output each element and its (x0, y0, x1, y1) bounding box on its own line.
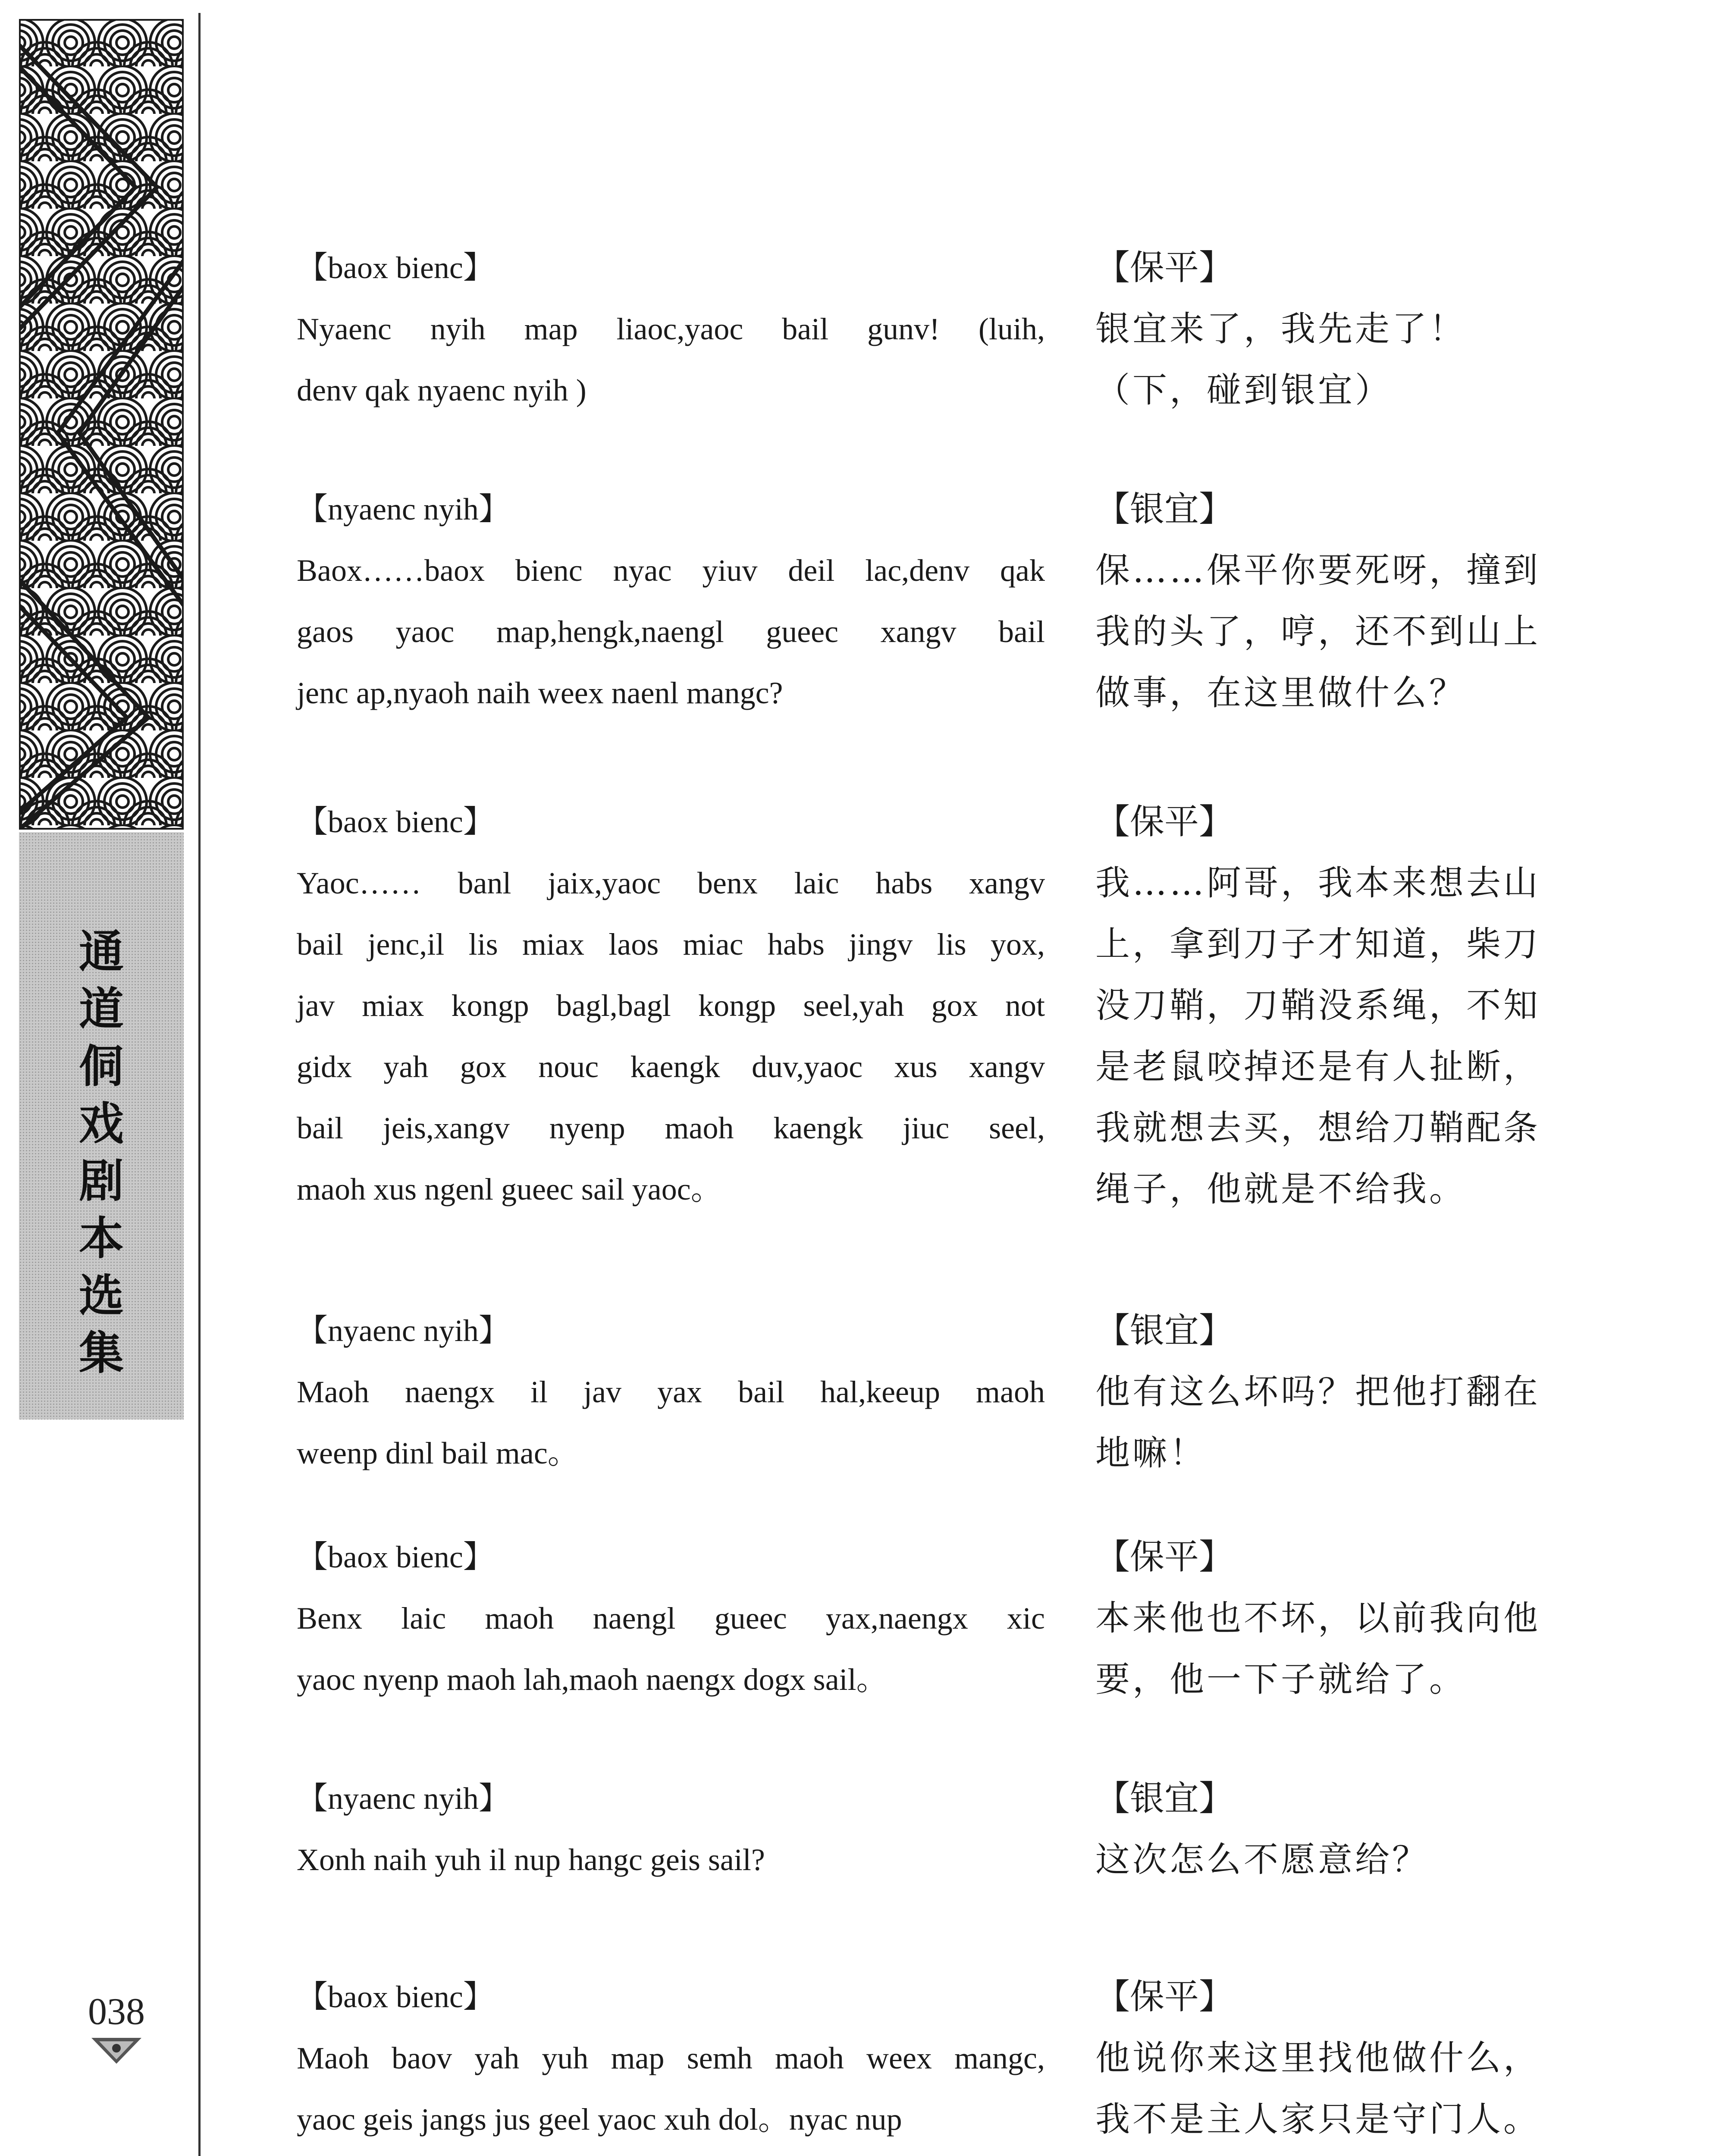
book-title-char: 戏 (78, 1097, 124, 1150)
book-title-char: 选 (78, 1269, 124, 1322)
margin-rule (198, 13, 201, 2156)
dong-line: Baox……baox bienc nyac yiuv deil lac,denv qak (297, 553, 1045, 588)
speaker-dong: 【nyaenc nyih】 (297, 1781, 510, 1816)
speaker-dong: 【baox bienc】 (297, 1540, 494, 1574)
dong-line: Maoh naengx il jav yax bail hal,keeup maoh (297, 1375, 1045, 1409)
book-title-char: 侗 (78, 1040, 124, 1093)
dong-text (297, 237, 1045, 421)
chinese-line: 没刀鞘，刀鞘没系绳，不知 (1095, 985, 1540, 1025)
dong-line: jav miax kongp bagl,bagl kongp seel,yah gox not (297, 988, 1045, 1023)
chinese-line: 银宜来了，我先走了！ (1095, 309, 1466, 349)
book-title-band (19, 832, 184, 1420)
dong-line: Maoh baov yah yuh map semh maoh weex mangc, (297, 2041, 1045, 2075)
book-title-char: 本 (78, 1212, 124, 1265)
speaker-dong: 【baox bienc】 (297, 251, 494, 285)
dong-line: jenc ap,nyaoh naih weex naenl mangc? (297, 676, 783, 710)
dong-line: denv qak nyaenc nyih ) (297, 373, 586, 407)
chinese-line: 我不是主人家只是守门人。 (1095, 2099, 1540, 2139)
chinese-text (1095, 1526, 1561, 1710)
dong-text (297, 1300, 1045, 1484)
dong-text (297, 1966, 1045, 2150)
chinese-line: 我的头了，哼，还不到山上 (1095, 611, 1540, 652)
chinese-line: 是老鼠咬掉还是有人扯断， (1095, 1047, 1540, 1087)
chinese-text (1095, 1300, 1561, 1484)
dong-line: yaoc geis jangs jus geel yaoc xuh dol。nyac nup (297, 2102, 902, 2137)
chinese-line: 绳子，他就是不给我。 (1095, 1169, 1466, 1209)
chinese-line: 地嘛！ (1095, 1433, 1207, 1473)
speaker-chinese: 【保平】 (1095, 802, 1233, 842)
dong-line: Benx laic maoh naengl gueec yax,naengx xic (297, 1601, 1045, 1636)
chinese-text (1095, 1768, 1561, 1890)
chinese-line: （下，碰到银宜） (1095, 370, 1392, 410)
speaker-dong: 【baox bienc】 (297, 1980, 494, 2014)
chinese-line: 保……保平你要死呀，撞到 (1095, 550, 1540, 590)
speaker-dong: 【baox bienc】 (297, 805, 494, 839)
chinese-line: 我……阿哥，我本来想去山 (1095, 863, 1540, 903)
speaker-dong: 【nyaenc nyih】 (297, 492, 510, 526)
dong-line: gidx yah gox nouc kaengk duv,yaoc xus xangv (297, 1050, 1045, 1084)
chinese-line: 上，拿到刀子才知道，柴刀 (1095, 924, 1540, 964)
dong-text (297, 791, 1045, 1220)
speaker-chinese: 【银宜】 (1095, 1778, 1233, 1818)
dong-line: Yaoc…… banl jaix,yaoc benx laic habs xangv (297, 866, 1045, 900)
speaker-chinese: 【银宜】 (1095, 1310, 1233, 1351)
ornament-icon (91, 2035, 142, 2065)
chinese-line: 他说你来这里找他做什么， (1095, 2038, 1540, 2078)
chinese-text (1095, 479, 1561, 724)
dong-text (297, 479, 1045, 724)
chinese-text (1095, 1966, 1561, 2150)
chinese-line: 要，他一下子就给了。 (1095, 1659, 1466, 1699)
book-title-char: 集 (78, 1326, 124, 1379)
speaker-chinese: 【保平】 (1095, 248, 1233, 288)
dong-line: Nyaenc nyih map liaoc,yaoc bail gunv! (luih, (297, 312, 1045, 346)
speaker-chinese: 【保平】 (1095, 1537, 1233, 1577)
speaker-chinese: 【银宜】 (1095, 489, 1233, 529)
dong-line: weenp dinl bail mac。 (297, 1436, 579, 1470)
dong-line: gaos yaoc map,hengk,naengl gueec xangv bail (297, 614, 1045, 649)
dong-line: bail jeis,xangv nyenp maoh kaengk jiuc seel, (297, 1111, 1045, 1145)
chinese-line: 他有这么坏吗？把他打翻在 (1095, 1372, 1540, 1412)
decorative-wave-pattern (19, 19, 184, 830)
dong-line: maoh xus ngenl gueec sail yaoc。 (297, 1172, 722, 1206)
chinese-line: 本来他也不坏，以前我向他 (1095, 1598, 1540, 1638)
book-title-char: 通 (78, 925, 124, 978)
chinese-line: 这次怎么不愿意给？ (1095, 1839, 1429, 1880)
chinese-line: 做事，在这里做什么？ (1095, 673, 1466, 713)
chinese-text (1095, 237, 1561, 421)
dong-line: Xonh naih yuh il nup hangc geis sail? (297, 1843, 765, 1877)
book-title-char: 道 (78, 982, 124, 1035)
book-title (19, 923, 184, 1382)
dong-line: yaoc nyenp maoh lah,maoh naengx dogx sail。 (297, 1662, 888, 1697)
speaker-dong: 【nyaenc nyih】 (297, 1313, 510, 1348)
dong-line: bail jenc,il lis miax laos miac habs jingv lis yox, (297, 927, 1045, 962)
book-title-char: 剧 (78, 1154, 124, 1207)
speaker-chinese: 【保平】 (1095, 1977, 1233, 2017)
page-number: 038 (88, 1991, 145, 2033)
chinese-line: 我就想去买，想给刀鞘配条 (1095, 1108, 1540, 1148)
dong-text (297, 1768, 1045, 1890)
chinese-text (1095, 791, 1561, 1220)
dong-text (297, 1526, 1045, 1710)
